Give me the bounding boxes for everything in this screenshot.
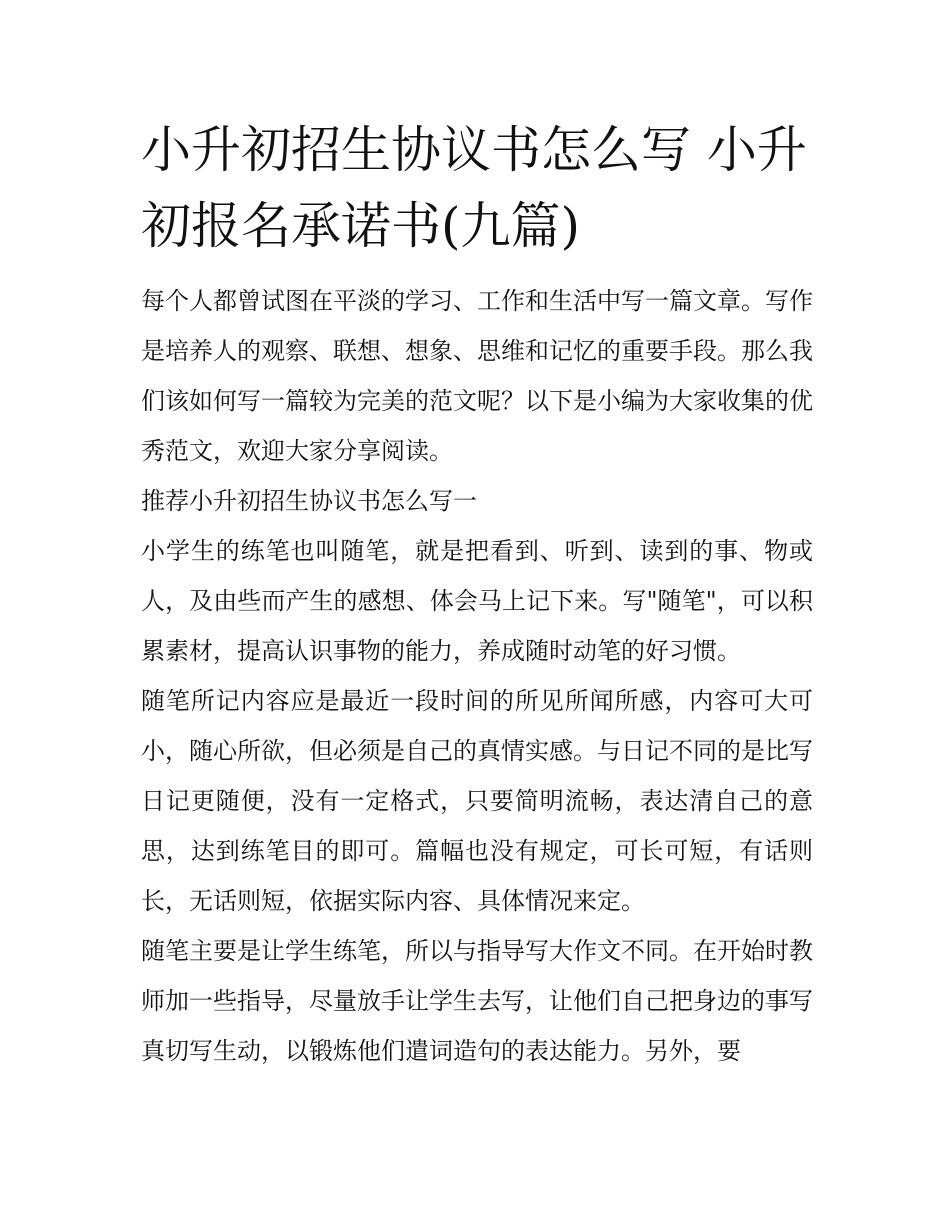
- body-paragraph: 随笔所记内容应是最近一段时间的所见所闻所感，内容可大可小，随心所欲，但必须是自己的真情实感。与日记不同的是比写日记更随便，没有一定格式，只要简明流畅，表达清自己的意思，达到练笔目的即可。篇幅也没有规定，可长可短，有话则长，无话则短，依据实际内容、具体情况来定。: [141, 687, 813, 915]
- section-heading: 推荐小升初招生协议书怎么写一: [141, 487, 477, 515]
- document-title: 小升初招生协议书怎么写 小升初报名承诺书(九篇): [141, 121, 807, 255]
- body-paragraph: 随笔主要是让学生练笔，所以与指导写大作文不同。在开始时教师加一些指导，尽量放手让学生去写，让他们自己把身边的事写真切写生动，以锻炼他们遣词造句的表达能力。另外，要: [141, 937, 813, 1065]
- document-page: [141, 112, 813, 1076]
- intro-paragraph: 每个人都曾试图在平淡的学习、工作和生活中写一篇文章。写作是培养人的观察、联想、想象、思维和记忆的重要手段。那么我们该如何写一篇较为完美的范文呢？以下是小编为大家收集的优秀范文，欢迎大家分享阅读。: [141, 287, 813, 465]
- body-paragraph: 小学生的练笔也叫随笔，就是把看到、听到、读到的事、物或人，及由些而产生的感想、体会马上记下来。写"随笔"，可以积累素材，提高认识事物的能力，养成随时动笔的好习惯。: [141, 537, 813, 665]
